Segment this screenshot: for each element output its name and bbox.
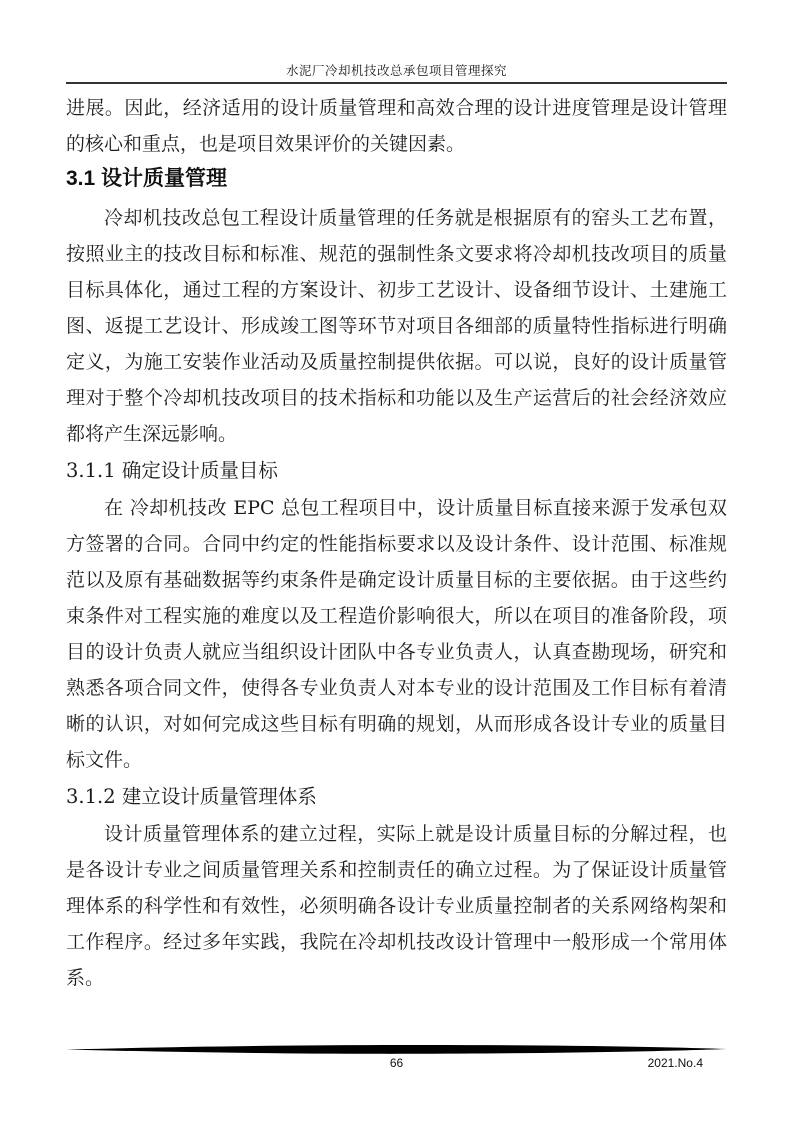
page-number: 66: [389, 1056, 404, 1070]
footer-text-row: [66, 1055, 727, 1071]
paragraph-continuation: 进展。因此，经济适用的设计质量管理和高效合理的设计进度管理是设计管理的核心和重点，也是项目效果评价的关键因素。: [66, 97, 727, 155]
section-heading-3-1: 3.1 设计质量管理: [66, 167, 228, 190]
subsection-heading-3-1-2: 3.1.2 建立设计质量管理体系: [66, 785, 317, 808]
section-3-1-paragraph: 冷却机技改总包工程设计质量管理的任务就是根据原有的窑头工艺布置，按照业主的技改目标和标准、规范的强制性条文要求将冷却机技改项目的质量目标具体化，通过工程的方案设计、初步工艺设计、设备细节设计、土建施工图、返提工艺设计、形成竣工图等环节对项目各细部的质量特性指标进行明确定义，为施工安装作业活动及质量控制提供依据。可以说，良好的设计质量管理对于整个冷却机技改项目的技术指标和功能以及生产运营后的社会经济效应都将产生深远影响。: [66, 207, 727, 445]
subsection-3-1-1-paragraph: 在 冷却机技改 EPC 总包工程项目中，设计质量目标直接来源于发承包双方签署的合同。合同中约定的性能指标要求以及设计条件、设计范围、标准规范以及原有基础数据等约束条件是确定设计质量目标的主要依据。由于这些约束条件对工程实施的难度以及工程造价影响很大，所以在项目的准备阶段，项目的设计负责人就应当组织设计团队中各专业负责人，认真查勘现场，研究和熟悉各项合同文件，使得各专业负责人对本专业的设计范围及工作目标有着清晰的认识，对如何完成这些目标有明确的规划，从而形成各设计专业的质量目标文件。: [66, 497, 727, 771]
running-title: 水泥厂冷却机技改总承包项目管理探究: [285, 63, 507, 78]
subsection-3-1-2-paragraph: 设计质量管理体系的建立过程，实际上就是设计质量目标的分解过程，也是各设计专业之间质量管理关系和控制责任的确立过程。为了保证设计质量管理体系的科学性和有效性，必须明确各设计专业质量控制者的关系网络构架和工作程序。经过多年实践，我院在冷却机技改设计管理中一般形成一个常用体系。: [66, 823, 727, 989]
issue-label: 2021.No.4: [647, 1056, 703, 1070]
page-footer: [66, 1044, 727, 1071]
header-rule: [66, 82, 727, 84]
footer-tapered-bar: [66, 1044, 727, 1055]
article-body: [66, 90, 727, 996]
page-header: [66, 0, 727, 84]
subsection-heading-3-1-1: 3.1.1 确定设计质量目标: [66, 459, 278, 482]
